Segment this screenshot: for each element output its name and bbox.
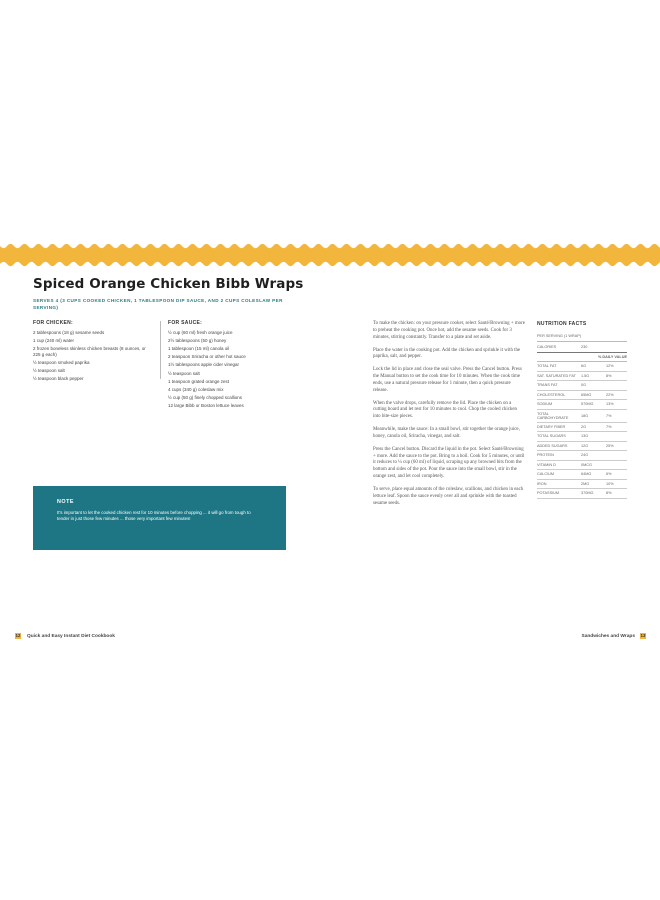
nutrient-row: [537, 400, 627, 410]
nutrient-amount: 2MG: [581, 481, 590, 486]
ingredient-item: 1 cup (240 ml) water: [33, 337, 75, 343]
ingredient-item: ½ teaspoon salt: [33, 367, 65, 373]
nutrient-label: POTASSIUM: [537, 491, 560, 496]
decorative-wave-band: [0, 243, 660, 267]
chapter-title: Sandwiches and Wraps: [581, 633, 635, 639]
nutrient-dv: 8%: [606, 373, 612, 378]
instruction-paragraph: To make the chicken: on your pressure cooker, select Sauté/Browning + more to preheat the cooking pot. Once hot, add the sesame seeds. Cook for 3 minutes, stirring constantly. Transfer to a plate and set aside.: [373, 321, 525, 340]
ingredient-item: 2½ tablespoons (50 g) honey: [168, 337, 227, 343]
nutrient-row: [537, 381, 627, 391]
serving-info: SERVES 4 (3 CUPS COOKED CHICKEN, 1 TABLESPOON DIP SAUCE, AND 2 CUPS COLESLAW PER SERVING): [33, 298, 283, 310]
sauce-heading: FOR SAUCE:: [168, 320, 203, 326]
nutrient-amount: 1.5G: [581, 373, 590, 378]
nutrient-dv: 25%: [606, 443, 614, 448]
serving-size: PER SERVING (1 WRAP): [537, 332, 627, 342]
instruction-paragraph: When the valve drops, carefully remove the lid. Place the chicken on a cutting board and let rest for 10 minutes to cool. Chop the cooled chicken into bite-size pieces.: [373, 400, 517, 420]
nutrition-heading: NUTRITION FACTS: [537, 321, 587, 327]
ingredient-item: 12 large Bibb or Boston lettuce leaves: [168, 403, 244, 409]
book-title: Quick and Easy Instant Diet Cookbook: [27, 633, 115, 639]
nutrient-label: TOTAL CARBOHYDRATE: [537, 411, 569, 420]
instruction-paragraph: Meanwhile, make the sauce: In a small bowl, stir together the orange juice, honey, canola oil, Sriracha, vinegar, and salt.: [373, 427, 520, 439]
column-divider: [160, 321, 161, 379]
nutrient-amount: 18G: [581, 413, 589, 418]
note-box: [33, 486, 286, 550]
page-number-right: 13: [640, 633, 646, 638]
instruction-paragraph: Press the Cancel button. Discard the liquid in the pot. Select Sauté/Browning + more. Add the sauce to the pot. Bring to a boil. Cook for 5 minutes, or until it reduces to ¼ cup (60 ml) of liquid, scraping up any browned bits from the bottom and sides of the pot. Pour the sauce into the small bowl, stir in the orange zest, and let cool completely.: [373, 446, 525, 480]
calories-row: [537, 342, 627, 353]
ingredient-item: 1 teaspoon grated orange zest: [168, 378, 230, 384]
nutrient-label: DIETARY FIBER: [537, 424, 566, 429]
nutrient-row: [537, 489, 627, 499]
nutrient-dv: 10%: [606, 481, 614, 486]
nutrient-amount: 64MG: [581, 472, 592, 477]
ingredient-item: ½ teaspoon smoked paprika: [33, 359, 90, 365]
ingredient-item: ½ cup (50 g) finely chopped scallions: [168, 395, 243, 401]
calories-value: 230: [581, 345, 588, 349]
nutrient-dv: 13%: [606, 402, 614, 407]
nutrient-label: IRON: [537, 481, 547, 486]
ingredient-item: ½ teaspoon black pepper: [33, 376, 84, 382]
ingredient-item: ½ cup (60 ml) fresh orange juice: [168, 329, 233, 335]
nutrient-dv: 8%: [606, 491, 612, 496]
sauce-ingredients: [168, 321, 268, 411]
note-heading: NOTE: [57, 499, 74, 505]
nutrient-dv: 7%: [606, 424, 612, 429]
nutrient-label: TOTAL SUGARS: [537, 434, 566, 439]
nutrient-amount: 0MCG: [581, 462, 592, 467]
nutrient-label: PROTEIN: [537, 453, 554, 458]
nutrient-dv: 22%: [606, 392, 614, 397]
ingredient-item: 2 tablespoons (18 g) sesame seeds: [33, 329, 105, 335]
ingredient-item: ½ teaspoon salt: [168, 370, 200, 376]
instructions: [373, 321, 525, 514]
note-text: It's important to let the cooked chicken rest for 10 minutes before chopping ... it will go from tough to tender in just those few minutes ... those very important few minutes!: [57, 510, 251, 521]
nutrient-row: [537, 470, 627, 480]
instruction-paragraph: Place the water in the cooking pot. Add the chicken and sprinkle it with the paprika, salt, and pepper.: [373, 347, 521, 360]
nutrient-amount: 370MG: [581, 491, 594, 496]
nutrient-label: CHOLESTEROL: [537, 392, 566, 397]
instruction-paragraph: To serve, place equal amounts of the coleslaw, scallions, and chicken in each lettuce leaf. Spoon the sauce evenly over all and sprinkle with the toasted sesame seeds.: [373, 487, 524, 506]
nutrient-amount: 24G: [581, 453, 589, 458]
nutrient-dv: 7%: [606, 413, 612, 418]
instruction-paragraph: Lock the lid in place and close the seal valve. Press the Cancel button. Press the Manual button to set the cook time for 10 minutes. When the cook time ends, use a natural pressure release for 1 minute, then a quick pressure release.: [373, 367, 522, 393]
nutrient-dv: 12%: [606, 364, 614, 369]
chicken-heading: FOR CHICKEN:: [33, 320, 73, 326]
ingredient-item: 1 tablespoon (15 ml) canola oil: [168, 345, 230, 351]
nutrient-row: [537, 362, 627, 372]
nutrient-label: SODIUM: [537, 402, 553, 407]
recipe-title: Spiced Orange Chicken Bibb Wraps: [33, 276, 304, 292]
daily-value-header: % DAILY VALUE: [537, 353, 627, 362]
nutrient-row: [537, 461, 627, 471]
chicken-ingredients: [33, 321, 153, 384]
nutrient-label: SAT. SATURATED FAT: [537, 373, 576, 378]
nutrient-label: ADDED SUGARS: [537, 443, 568, 448]
footer-left: [15, 633, 115, 639]
ingredient-item: 2 frozen boneless skinless chicken breasts (8 ounces, or 225 g each): [33, 345, 146, 357]
nutrient-amount: 13G: [581, 434, 589, 439]
nutrient-row: [537, 391, 627, 401]
nutrient-dv: 6%: [606, 472, 612, 477]
page-number-left: 12: [15, 633, 21, 638]
nutrient-row: [537, 410, 627, 423]
nutrient-amount: 570MG: [581, 402, 594, 407]
nutrition-facts: [537, 321, 627, 499]
nutrient-row: [537, 372, 627, 382]
nutrient-amount: 65MG: [581, 392, 592, 397]
calories-label: CALORIES: [537, 345, 557, 349]
nutrient-row: [537, 432, 627, 442]
nutrient-row: [537, 480, 627, 490]
nutrient-label: VITAMIN D: [537, 462, 556, 467]
nutrient-label: TRANS FAT: [537, 383, 558, 388]
nutrient-amount: 2G: [581, 424, 587, 429]
nutrient-label: TOTAL FAT: [537, 364, 557, 369]
nutrient-row: [537, 451, 627, 461]
nutrient-label: CALCIUM: [537, 472, 555, 477]
nutrient-amount: 12G: [581, 443, 589, 448]
nutrient-row: [537, 442, 627, 452]
footer-right: [582, 633, 647, 639]
nutrient-amount: 0G: [581, 383, 587, 388]
ingredient-item: 1½ tablespoons apple cider vinegar: [168, 362, 240, 368]
nutrient-row: [537, 423, 627, 433]
ingredient-item: 4 cups (340 g) coleslaw mix: [168, 386, 224, 392]
ingredient-item: 2 teaspoon Sriracha or other hot sauce: [168, 354, 246, 360]
nutrient-amount: 6G: [581, 364, 587, 369]
